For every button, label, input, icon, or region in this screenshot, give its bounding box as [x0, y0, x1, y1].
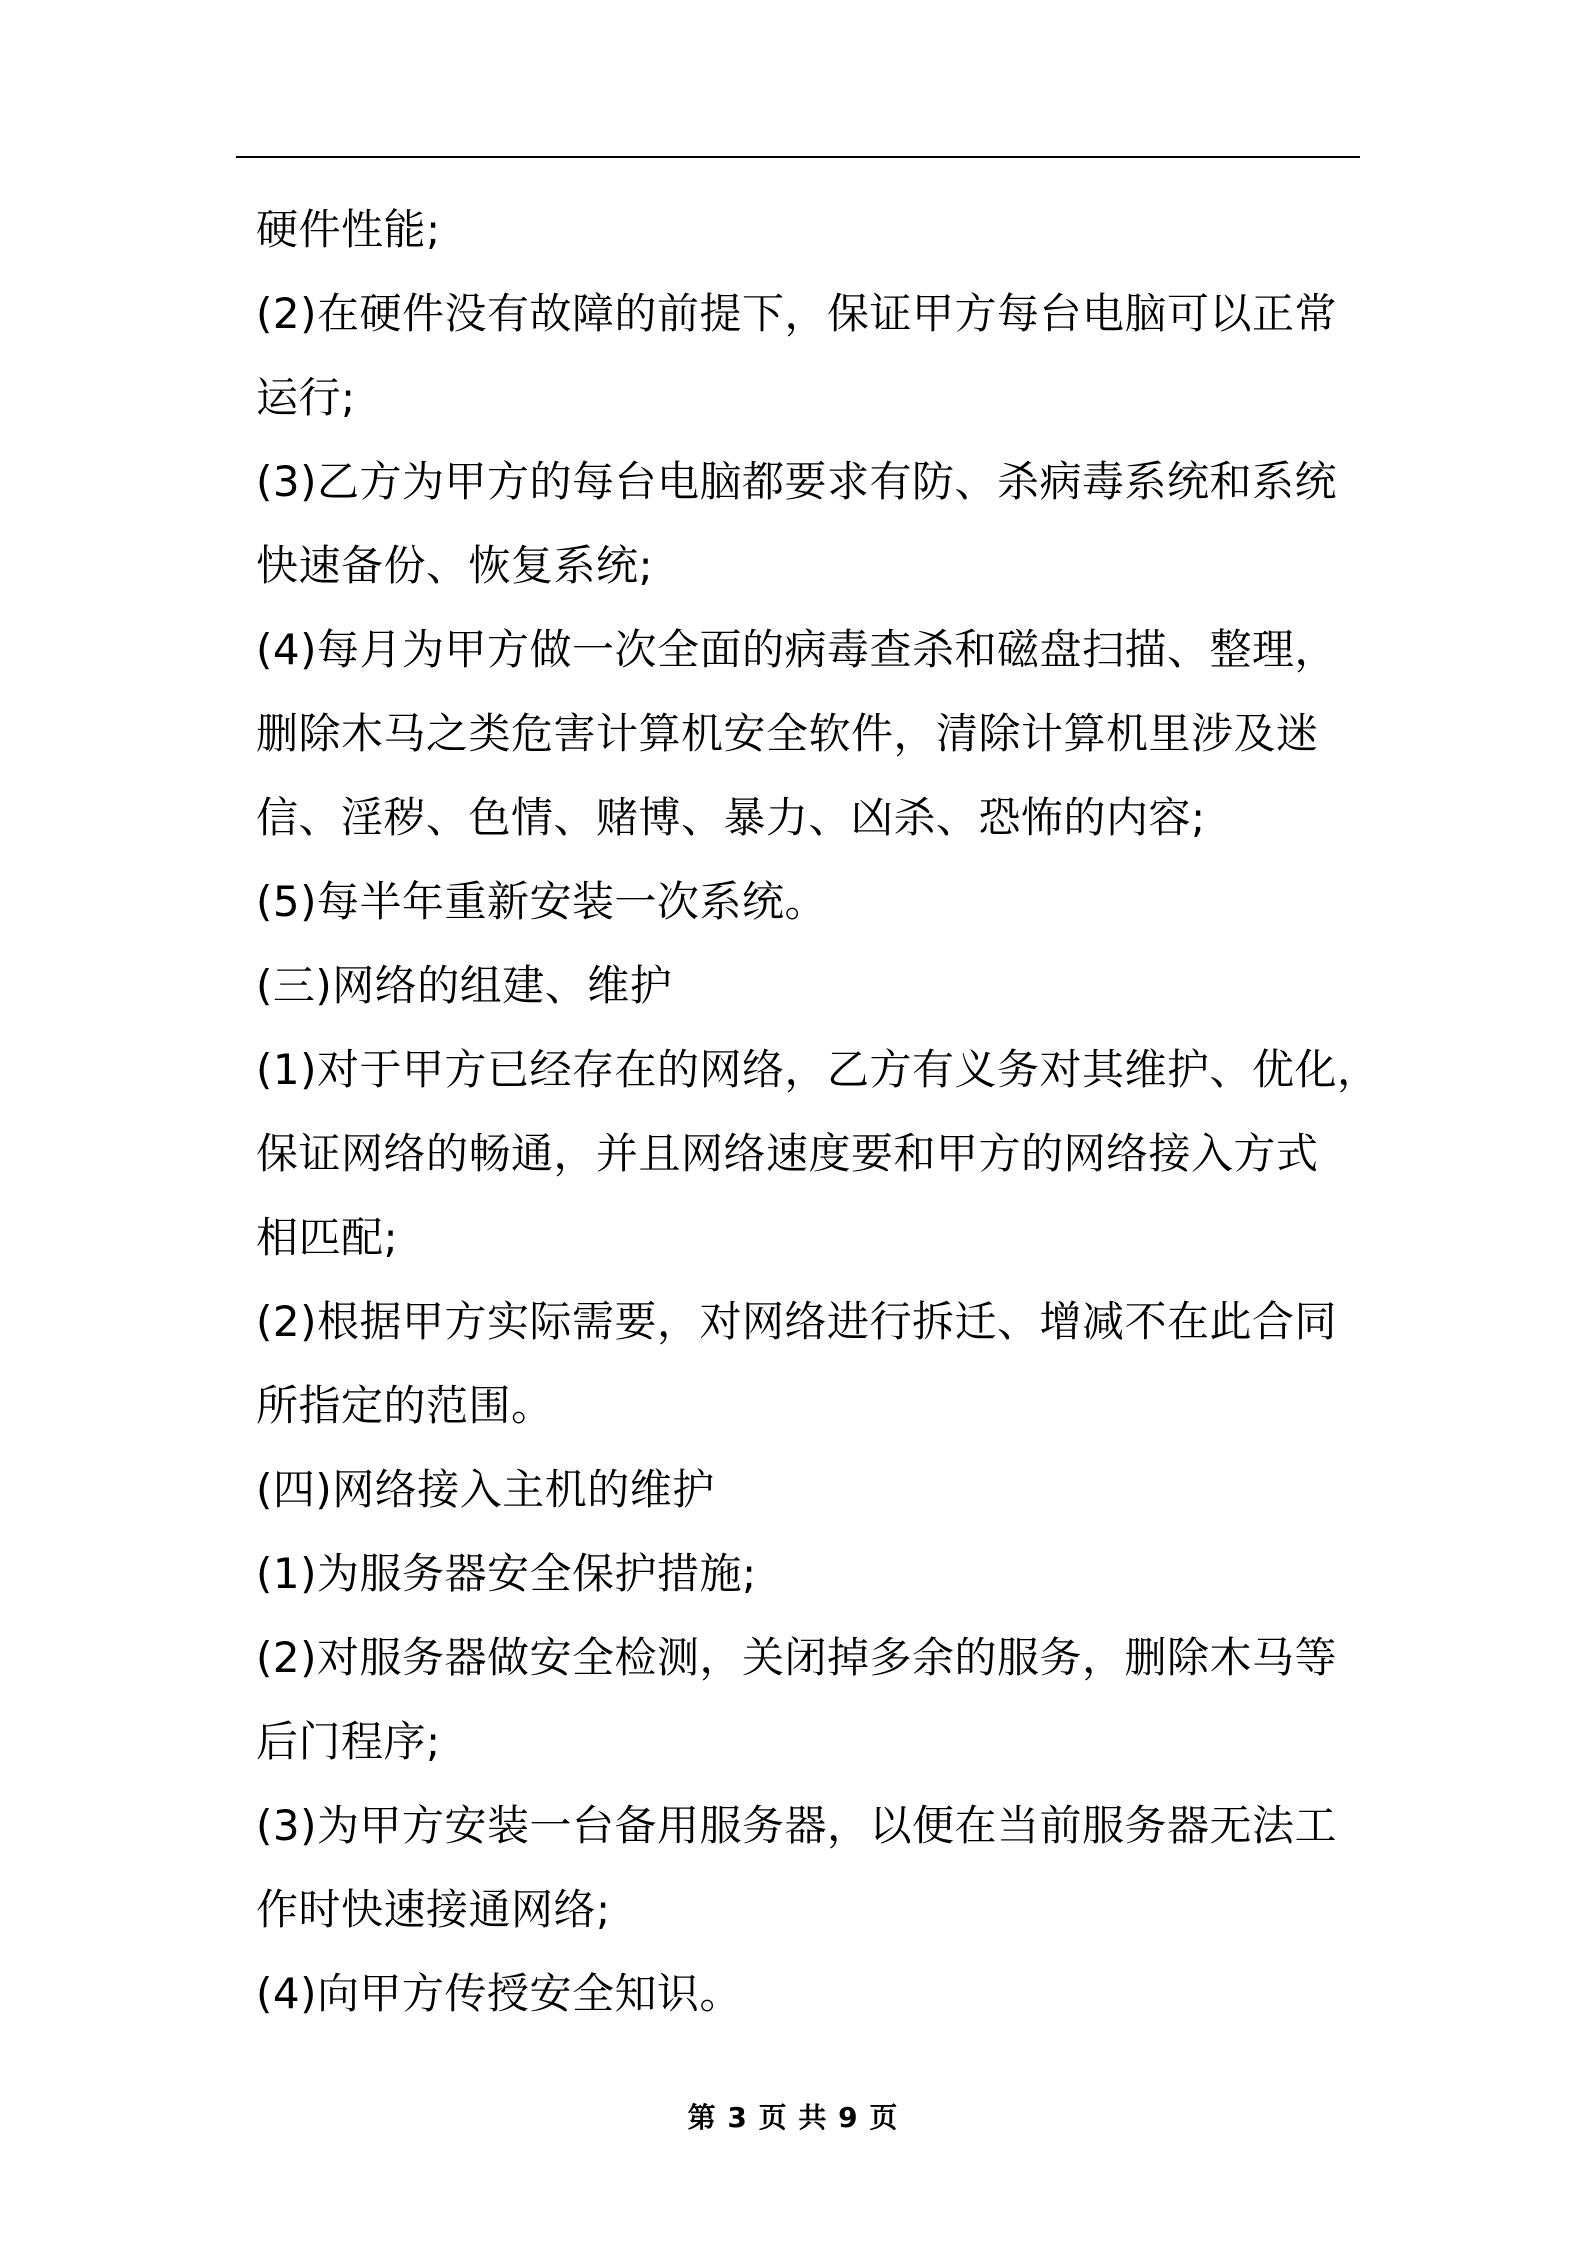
text-line: (3)为甲方安装一台备用服务器，以便在当前服务器无法工 [256, 1801, 1337, 1850]
text-line: 快速备份、恢复系统; [256, 541, 654, 590]
header-rule [236, 156, 1360, 158]
text-line: 运行; [256, 373, 356, 422]
text-line: 保证网络的畅通，并且网络速度要和甲方的网络接入方式 [256, 1129, 1319, 1178]
page-footer: 第 3 页 共 9 页 [687, 2101, 899, 2134]
text-line: (2)根据甲方实际需要，对网络进行拆迁、增减不在此合同 [256, 1297, 1337, 1346]
text-line: (2)在硬件没有故障的前提下，保证甲方每台电脑可以正常 [256, 289, 1337, 338]
text-line: 作时快速接通网络; [256, 1885, 611, 1934]
text-line: (1)为服务器安全保护措施; [256, 1549, 757, 1598]
text-line: 硬件性能; [256, 205, 441, 254]
section-heading: (四)网络接入主机的维护 [256, 1465, 715, 1514]
text-line: 所指定的范围。 [256, 1381, 554, 1430]
text-line: (1)对于甲方已经存在的网络，乙方有义务对其维护、优化， [256, 1045, 1380, 1094]
section-heading: (三)网络的组建、维护 [256, 961, 673, 1010]
text-line: 相匹配; [256, 1213, 399, 1262]
document-body [256, 188, 1380, 2036]
text-line: 后门程序; [256, 1717, 441, 1766]
text-line: (2)对服务器做安全检测，关闭掉多余的服务，删除木马等 [256, 1633, 1337, 1682]
text-line: 删除木马之类危害计算机安全软件，清除计算机里涉及迷 [256, 709, 1319, 758]
text-line: (5)每半年重新安装一次系统。 [256, 877, 827, 926]
text-line: 信、淫秽、色情、赌博、暴力、凶杀、恐怖的内容; [256, 793, 1206, 842]
text-line: (4)向甲方传授安全知识。 [256, 1969, 742, 2018]
text-line: (4)每月为甲方做一次全面的病毒查杀和磁盘扫描、整理， [256, 625, 1337, 674]
text-line: (3)乙方为甲方的每台电脑都要求有防、杀病毒系统和系统 [256, 457, 1337, 506]
